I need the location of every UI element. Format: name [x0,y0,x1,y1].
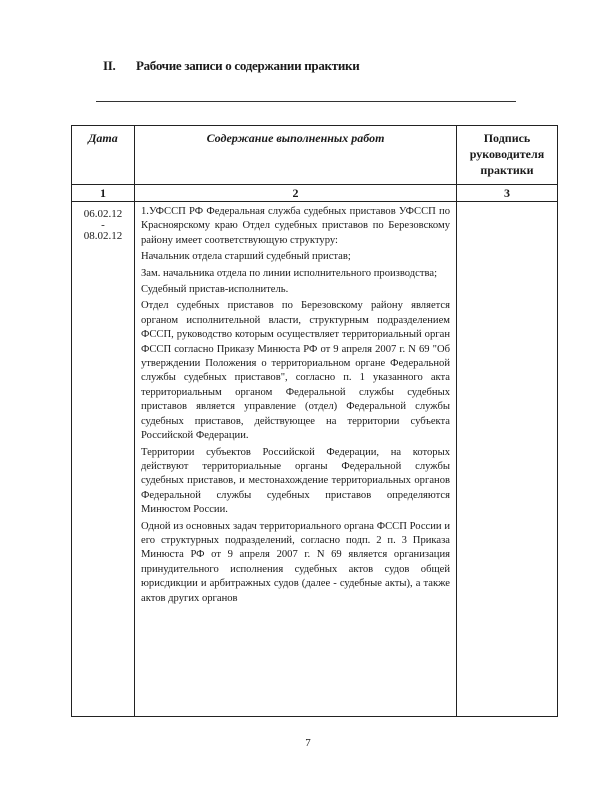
index-cell-1: 1 [72,185,135,202]
heading-underline [96,101,516,102]
date-cell [72,202,135,717]
content-paragraph: Зам. начальника отдела по линии исполнительного производства; [141,267,438,279]
header-row [72,126,558,185]
header-date: Дата [72,126,135,185]
table-row [72,202,558,717]
content-paragraph: Территории субъектов Российской Федерации, на которых действуют территориальные органы Федеральной службы судебных приставов, и местонахождение территориальных органов Федеральной службы судебных приставов определяются Минюстом России. [141,446,450,516]
section-title: Рабочие записи о содержании практики [135,58,360,73]
date-end: 08.02.12 [83,230,123,242]
work-log-table [71,125,558,717]
content-paragraph: Начальник отдела старший судебный пристав; [141,251,351,263]
date-separator: - [101,219,105,231]
content-cell [135,202,457,717]
content-paragraph: 1.УФССП РФ Федеральная служба судебных приставов УФССП по Красноярскому краю Отдел судебных приставов по Березовскому району имеет соответствующую структуру: [141,206,450,246]
index-row [72,185,558,202]
index-cell-2: 2 [135,185,457,202]
index-cell-3: 3 [457,185,558,202]
date-start: 06.02.12 [83,208,123,220]
signature-cell [457,202,558,717]
section-heading [103,58,359,74]
content-paragraph: Одной из основных задач территориального органа ФССП России и его структурных подразделений, согласно подп. 2 п. 3 Приказа Минюста РФ от 9 апреля 2007 г. N 69 является организация принудительного исполнения судебных актов судов общей юрисдикции и арбитражных судов (далее - судебные акты), а также актов других органов [141,520,450,604]
page-number: 7 [305,737,311,749]
content-paragraph: Отдел судебных приставов по Березовскому району является органом исполнительной власти, структурным подразделением ФССП, руководство которым осуществляет территориальный орган ФССП согласно Приказу Минюста РФ от 9 апреля 2007 г. N 69 "Об утверждении Положения о территориальном органе Федеральной службы судебных приставов", согласно п. 1 указанного акта территориальным органом Федеральной службы судебных приставов является управление (отдел) Федеральной службы судебных приставов, действующее на территории субъекта Российской Федерации. [141,300,450,442]
section-number: II. [103,58,116,73]
header-signature: Подпись руководителя практики [457,126,558,185]
content-paragraph: Судебный пристав-исполнитель. [141,284,289,296]
header-content: Содержание выполненных работ [135,126,457,185]
